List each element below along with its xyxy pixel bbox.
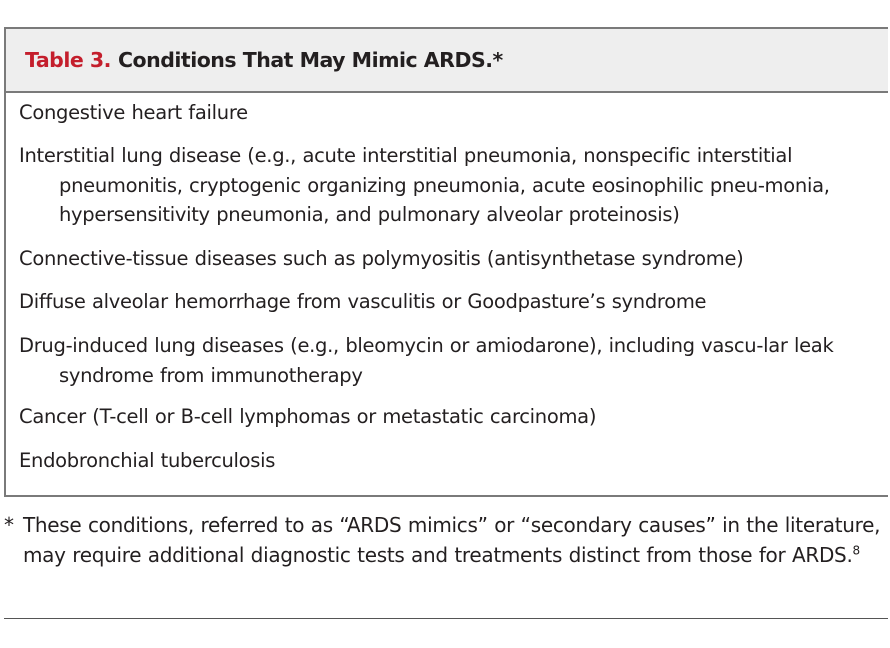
table-row: Congestive heart failure <box>19 101 248 124</box>
table-row: Drug-induced lung diseases (e.g., bleomycin or amiodarone), including vascu-lar leak syndrome from immunotherapy <box>19 334 834 387</box>
table-title: Conditions That May Mimic ARDS.* <box>117 48 503 72</box>
bottom-divider <box>4 618 888 619</box>
table-row: Diffuse alveolar hemorrhage from vasculitis or Goodpasture’s syndrome <box>19 290 707 313</box>
footnote-text: These conditions, referred to as “ARDS mimics” or “secondary causes” in the literature, may require additional diagnostic tests and treatments distinct from those for ARDS. <box>23 513 881 567</box>
table-footnote <box>4 511 884 570</box>
table-row: Endobronchial tuberculosis <box>19 449 276 472</box>
table-row: Cancer (T-cell or B-cell lymphomas or metastatic carcinoma) <box>19 405 597 428</box>
footnote-marker: * <box>4 513 14 537</box>
footnote-text-wrap <box>4 511 884 570</box>
table-row: Interstitial lung disease (e.g., acute interstitial pneumonia, nonspecific interstitial pneumonitis, cryptogenic organizing pneumonia, acute eosinophilic pneu-monia, hypersensitivity pneumonia, and pulmonary alveolar proteinosis) <box>19 144 830 226</box>
footnote-reference: 8 <box>852 542 860 557</box>
table-row: Connective-tissue diseases such as polymyositis (antisynthetase syndrome) <box>19 247 744 270</box>
table-number: Table 3. <box>25 48 111 72</box>
table-header <box>6 29 888 93</box>
